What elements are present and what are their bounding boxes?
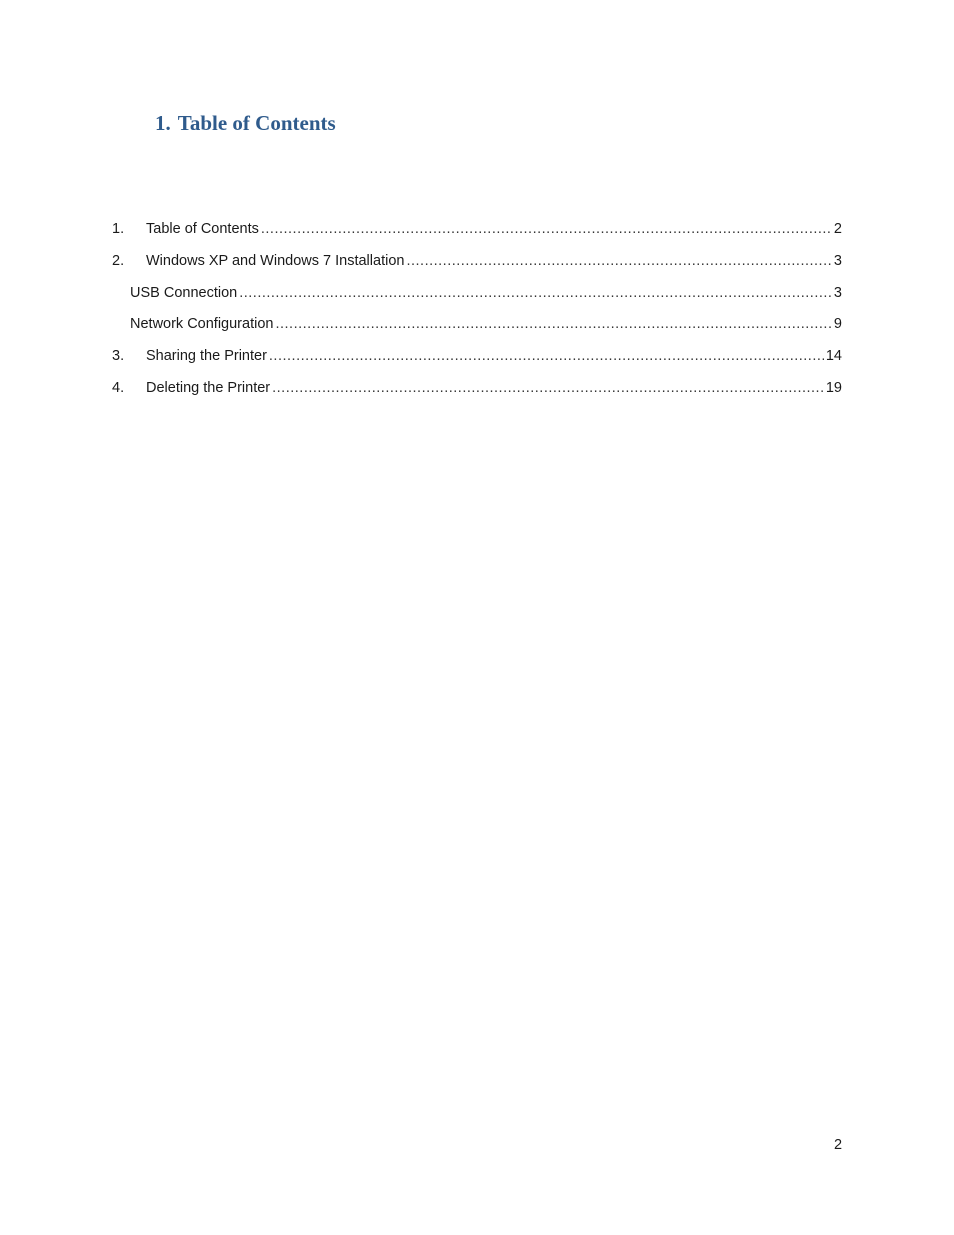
toc-dot-leader (406, 253, 831, 269)
toc-dot-leader (269, 348, 824, 364)
toc-entry-number: 4. (112, 379, 125, 396)
toc-entry-title: Deleting the Printer (146, 379, 271, 396)
toc-dot-leader (239, 285, 832, 301)
toc-entry-page: 3 (833, 252, 842, 269)
toc-entry-windows-installation[interactable] (112, 253, 842, 285)
toc-entry-page: 2 (833, 221, 842, 237)
toc-dot-leader (261, 221, 832, 237)
toc-heading-title: Table of Contents (177, 111, 336, 135)
toc-entry-usb-connection[interactable] (112, 285, 842, 317)
toc-entry-title: USB Connection (130, 284, 238, 301)
toc-entry-page: 14 (825, 348, 842, 365)
toc-entry-page: 9 (833, 316, 842, 333)
toc-dot-leader (275, 316, 831, 332)
toc-entry-title: Windows XP and Windows 7 Installation (146, 252, 405, 269)
toc-entry-title: Table of Contents (146, 221, 259, 237)
toc-entry-network-configuration[interactable] (112, 316, 842, 348)
toc-entry-title: Sharing the Printer (146, 348, 267, 365)
toc-entry-page: 19 (825, 379, 842, 396)
toc-dot-leader (272, 380, 824, 396)
toc-entry-number: 1. (112, 221, 125, 237)
toc-entry-title: Network Configuration (130, 316, 274, 333)
page-number: 2 (834, 1137, 843, 1153)
toc-heading-number: 1. (155, 111, 171, 135)
toc-entry-number: 2. (112, 252, 125, 269)
toc-entry-table-of-contents[interactable] (112, 221, 842, 253)
toc-entry-sharing-printer[interactable] (112, 348, 842, 380)
toc-heading (155, 111, 336, 136)
toc-entry-page: 3 (833, 284, 842, 301)
toc-entry-number: 3. (112, 348, 125, 365)
table-of-contents (112, 221, 842, 412)
toc-entry-deleting-printer[interactable] (112, 380, 842, 412)
